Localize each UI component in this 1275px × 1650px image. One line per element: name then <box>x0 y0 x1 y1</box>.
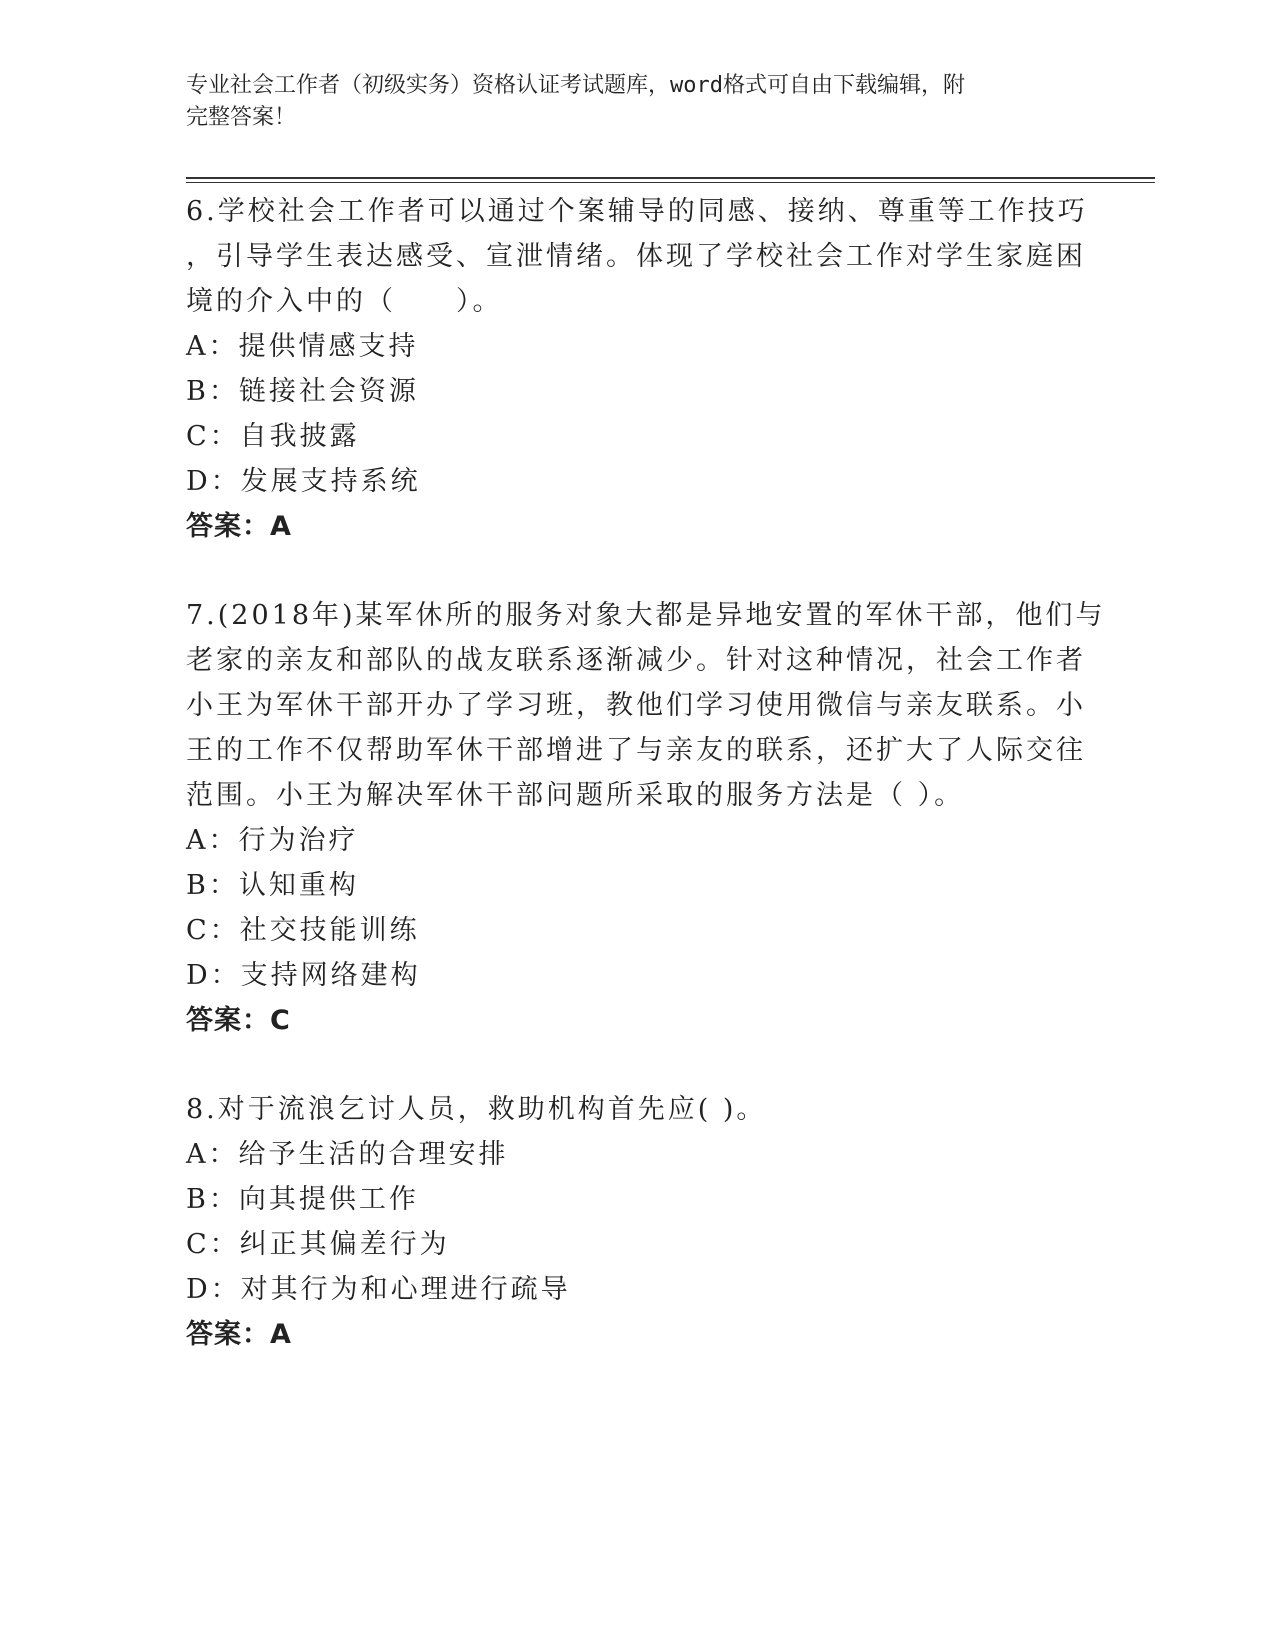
question-block <box>186 189 1088 549</box>
question-stem-line: 7.(2018年)某军休所的服务对象大都是异地安置的军休干部，他们与 <box>186 600 1106 631</box>
option-d: D：发展支持系统 <box>186 466 421 497</box>
question-list <box>186 189 1106 1357</box>
header-line-1: 专业社会工作者（初级实务）资格认证考试题库，word格式可自由下载编辑，附 <box>186 73 965 98</box>
question-stem-line: 境的介入中的（ ）。 <box>186 286 503 317</box>
header-divider-thick <box>186 177 1155 179</box>
header-line-2: 完整答案！ <box>186 105 297 130</box>
question-stem-line: 老家的亲友和部队的战友联系逐渐减少。针对这种情况，社会工作者 <box>186 645 1086 676</box>
option-a: A：提供情感支持 <box>186 331 419 362</box>
question-stem-line: 小王为军休干部开办了学习班，教他们学习使用微信与亲友联系。小 <box>186 690 1086 721</box>
option-c: C：社交技能训练 <box>186 915 420 946</box>
option-b: B：认知重构 <box>186 870 359 901</box>
question-stem-line: 范围。小王为解决军休干部问题所采取的服务方法是（ ）。 <box>186 780 965 811</box>
option-d: D：对其行为和心理进行疏导 <box>186 1274 571 1305</box>
option-a: A：行为治疗 <box>186 825 359 856</box>
question-stem-line: 6.学校社会工作者可以通过个案辅导的同感、接纳、尊重等工作技巧 <box>186 196 1088 227</box>
option-a: A：给予生活的合理安排 <box>186 1139 509 1170</box>
option-b: B：向其提供工作 <box>186 1184 419 1215</box>
answer-label: 答案：A <box>186 1319 292 1350</box>
question-stem-line: ，引导学生表达感受、宣泄情绪。体现了学校社会工作对学生家庭困 <box>186 241 1086 272</box>
option-c: C：自我披露 <box>186 421 360 452</box>
document-header <box>186 70 1056 134</box>
option-d: D：支持网络建构 <box>186 960 421 991</box>
answer-label: 答案：A <box>186 511 292 542</box>
header-divider-thin <box>186 182 1155 183</box>
question-stem-line: 王的工作不仅帮助军休干部增进了与亲友的联系，还扩大了人际交往 <box>186 735 1086 766</box>
option-b: B：链接社会资源 <box>186 376 419 407</box>
answer-label: 答案：C <box>186 1005 291 1036</box>
option-c: C：纠正其偏差行为 <box>186 1229 450 1260</box>
question-stem-line: 8.对于流浪乞讨人员，救助机构首先应( )。 <box>186 1094 767 1125</box>
question-block <box>186 1087 1066 1357</box>
question-block <box>186 593 1106 1043</box>
